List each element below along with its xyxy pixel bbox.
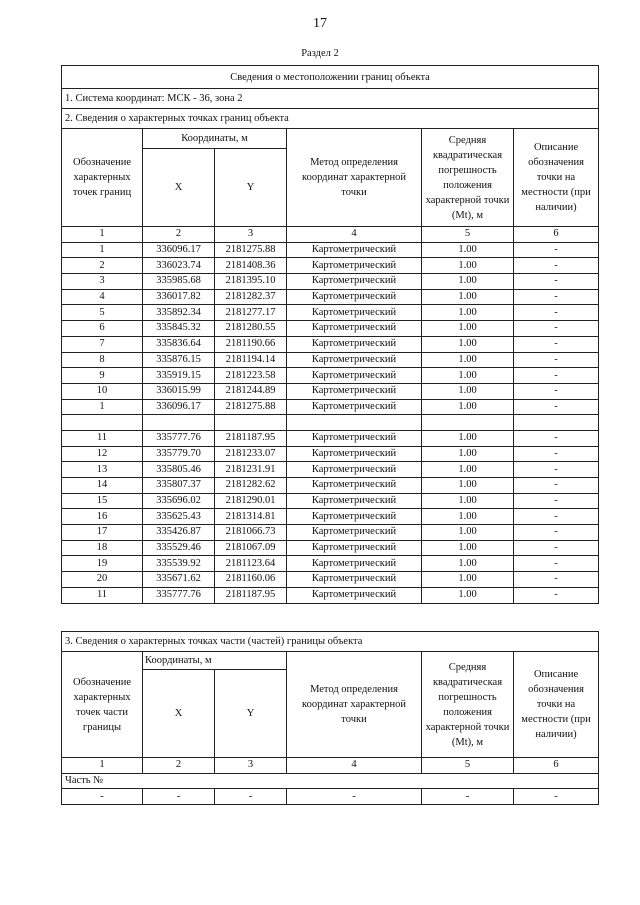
table-cell: 335805.46	[143, 462, 215, 478]
table-cell: Картометрический	[287, 493, 422, 509]
table-cell: Картометрический	[287, 242, 422, 258]
table-cell: 5	[62, 305, 143, 321]
table-cell: 1.00	[422, 525, 514, 541]
table-cell: 8	[62, 352, 143, 368]
table-cell: 335529.46	[143, 540, 215, 556]
col-y: Y	[215, 149, 287, 227]
table-cell: 2181231.91	[215, 462, 287, 478]
table-row	[62, 509, 599, 525]
table-cell: 1.00	[422, 446, 514, 462]
table-row	[62, 258, 599, 274]
table-cell: 11	[62, 587, 143, 603]
table-cell: 19	[62, 556, 143, 572]
table-cell: 10	[62, 383, 143, 399]
table-row	[62, 399, 599, 415]
parts-section-header: 3. Сведения о характерных точках части (частей) границы объекта	[62, 632, 599, 652]
table-cell: -	[514, 383, 599, 399]
table-cell: Картометрический	[287, 289, 422, 305]
table-cell: 335696.02	[143, 493, 215, 509]
table-cell: Картометрический	[287, 430, 422, 446]
table-cell: 2181277.17	[215, 305, 287, 321]
table-cell: 2181233.07	[215, 446, 287, 462]
table-row	[62, 383, 599, 399]
table-cell: 2181275.88	[215, 242, 287, 258]
column-number-row	[62, 758, 599, 774]
table-cell: Картометрический	[287, 462, 422, 478]
boundaries-table	[61, 65, 599, 604]
table-cell: -	[62, 789, 143, 805]
table-cell: 1.00	[422, 321, 514, 337]
table-cell: Картометрический	[287, 478, 422, 494]
table-row	[62, 446, 599, 462]
table-row	[62, 242, 599, 258]
table-cell: 1.00	[422, 556, 514, 572]
column-number: 5	[422, 758, 514, 774]
table-cell: 9	[62, 368, 143, 384]
table-cell: 1.00	[422, 352, 514, 368]
column-number: 4	[287, 758, 422, 774]
part-label: Часть №	[62, 773, 599, 789]
table-cell: 1.00	[422, 587, 514, 603]
table-row	[62, 321, 599, 337]
table-cell: 1.00	[422, 572, 514, 588]
table-cell: 335671.62	[143, 572, 215, 588]
table-row	[62, 789, 599, 805]
table-cell: 11	[62, 430, 143, 446]
table-cell: -	[514, 289, 599, 305]
column-number-row	[62, 227, 599, 243]
table-cell: 1.00	[422, 305, 514, 321]
table-cell: 2181282.37	[215, 289, 287, 305]
table-cell: 335845.32	[143, 321, 215, 337]
table-cell: 1.00	[422, 478, 514, 494]
col-description: Описание обозначения точки на местности (при наличии)	[514, 129, 599, 227]
col-y: Y	[215, 670, 287, 758]
table-cell: 2181066.73	[215, 525, 287, 541]
table-cell: -	[514, 305, 599, 321]
table-row	[62, 289, 599, 305]
table-cell: 2181194.14	[215, 352, 287, 368]
column-number: 1	[62, 758, 143, 774]
table-cell: Картометрический	[287, 446, 422, 462]
table-cell: Картометрический	[287, 556, 422, 572]
table-cell: -	[514, 368, 599, 384]
table-cell: -	[514, 587, 599, 603]
table-cell: 336023.74	[143, 258, 215, 274]
table-cell: -	[514, 462, 599, 478]
table-row	[62, 462, 599, 478]
column-number: 2	[143, 758, 215, 774]
table-cell: 335539.92	[143, 556, 215, 572]
table-row	[62, 525, 599, 541]
table-cell: 335836.64	[143, 336, 215, 352]
table-cell: Картометрический	[287, 587, 422, 603]
table-row	[62, 587, 599, 603]
table-cell: -	[514, 493, 599, 509]
table-cell: 1.00	[422, 368, 514, 384]
table-cell: 335625.43	[143, 509, 215, 525]
col-error: Средняя квадратическая погрешность положения характерной точки (Mt), м	[422, 129, 514, 227]
table-cell: -	[514, 274, 599, 290]
table-cell: -	[514, 556, 599, 572]
table-row	[62, 305, 599, 321]
table-cell: Картометрический	[287, 258, 422, 274]
part-boundaries-table	[61, 631, 599, 805]
table-row	[62, 556, 599, 572]
table-cell: 16	[62, 509, 143, 525]
table-cell: Картометрический	[287, 509, 422, 525]
table-cell: 1.00	[422, 462, 514, 478]
column-number: 2	[143, 227, 215, 243]
table-cell: -	[514, 242, 599, 258]
page-number: 17	[313, 16, 327, 31]
table-cell: -	[215, 789, 287, 805]
table-cell: 335876.15	[143, 352, 215, 368]
column-number: 6	[514, 227, 599, 243]
table-cell: 335426.87	[143, 525, 215, 541]
table-cell: 335807.37	[143, 478, 215, 494]
table-cell: 2181314.81	[215, 509, 287, 525]
table-cell: 2181290.01	[215, 493, 287, 509]
table-cell: 12	[62, 446, 143, 462]
table-cell: -	[514, 321, 599, 337]
table-cell: 335892.34	[143, 305, 215, 321]
table-cell: 335985.68	[143, 274, 215, 290]
col-method: Метод определения координат характерной точки	[287, 129, 422, 227]
table-cell: -	[514, 509, 599, 525]
table-cell: 2181123.64	[215, 556, 287, 572]
table-cell: 2181275.88	[215, 399, 287, 415]
table-cell: 2181223.58	[215, 368, 287, 384]
table-cell: 335919.15	[143, 368, 215, 384]
table-cell: Картометрический	[287, 352, 422, 368]
table-cell: 13	[62, 462, 143, 478]
table-cell: Картометрический	[287, 383, 422, 399]
section-label: Раздел 2	[301, 48, 339, 59]
table-cell: 2181187.95	[215, 430, 287, 446]
table-row	[62, 352, 599, 368]
table-cell: 14	[62, 478, 143, 494]
table-cell: 2181244.89	[215, 383, 287, 399]
table-cell: 2	[62, 258, 143, 274]
col-designation: Обозначение характерных точек границ	[62, 129, 143, 227]
table-cell: Картометрический	[287, 305, 422, 321]
table-title: Сведения о местоположении границ объекта	[62, 66, 599, 89]
table-cell: 1.00	[422, 274, 514, 290]
table-cell: -	[422, 789, 514, 805]
table-cell: -	[514, 540, 599, 556]
column-number: 3	[215, 227, 287, 243]
contour-1-rows	[62, 242, 599, 415]
table-cell: Картометрический	[287, 321, 422, 337]
table-cell: Картометрический	[287, 525, 422, 541]
table-cell: 336017.82	[143, 289, 215, 305]
table-cell: 17	[62, 525, 143, 541]
table-row	[62, 336, 599, 352]
table-cell: 2181190.66	[215, 336, 287, 352]
table-cell: -	[514, 258, 599, 274]
table-row	[62, 478, 599, 494]
table-row	[62, 430, 599, 446]
coordinate-system: 1. Система координат: МСК - 36, зона 2	[62, 89, 599, 109]
table-cell: 1.00	[422, 399, 514, 415]
table-cell: -	[514, 478, 599, 494]
table-row	[62, 540, 599, 556]
table-cell: 18	[62, 540, 143, 556]
table-row	[62, 274, 599, 290]
col-coordinates: Координаты, м	[143, 129, 287, 149]
col-description: Описание обозначения точки на местности (при наличии)	[514, 652, 599, 758]
table-cell: 335779.70	[143, 446, 215, 462]
table-cell: -	[514, 446, 599, 462]
table-cell: 2181187.95	[215, 587, 287, 603]
table-cell: -	[514, 336, 599, 352]
points-section-header: 2. Сведения о характерных точках границ объекта	[62, 109, 599, 129]
table-cell: 336096.17	[143, 399, 215, 415]
table-cell: 2181408.36	[215, 258, 287, 274]
table-cell: 4	[62, 289, 143, 305]
table-cell: 6	[62, 321, 143, 337]
table-row	[62, 493, 599, 509]
table-cell: 2181280.55	[215, 321, 287, 337]
table-cell: 1.00	[422, 430, 514, 446]
table-cell: 1.00	[422, 336, 514, 352]
table-cell: 1	[62, 242, 143, 258]
table-cell: 1	[62, 399, 143, 415]
table-cell: 336096.17	[143, 242, 215, 258]
table-cell: Картометрический	[287, 399, 422, 415]
column-number: 3	[215, 758, 287, 774]
col-x: X	[143, 149, 215, 227]
table-row	[62, 572, 599, 588]
table-cell: 7	[62, 336, 143, 352]
column-number: 5	[422, 227, 514, 243]
table-cell: 2181282.62	[215, 478, 287, 494]
table-cell: -	[514, 789, 599, 805]
table-cell: 3	[62, 274, 143, 290]
table-cell: -	[143, 789, 215, 805]
table-cell: Картометрический	[287, 368, 422, 384]
table-cell: 336015.99	[143, 383, 215, 399]
contour-2-rows	[62, 430, 599, 603]
table-cell: Картометрический	[287, 540, 422, 556]
table-cell: 2181395.10	[215, 274, 287, 290]
table-cell: 20	[62, 572, 143, 588]
col-designation: Обозначение характерных точек части границы	[62, 652, 143, 758]
table-cell: Картометрический	[287, 572, 422, 588]
col-method: Метод определения координат характерной точки	[287, 652, 422, 758]
table-row	[62, 368, 599, 384]
column-number: 1	[62, 227, 143, 243]
table-cell: 1.00	[422, 258, 514, 274]
table-cell: Картометрический	[287, 274, 422, 290]
table-cell: 1.00	[422, 242, 514, 258]
table-cell: 2181160.06	[215, 572, 287, 588]
table-cell: 335777.76	[143, 587, 215, 603]
table-cell: -	[514, 399, 599, 415]
table-cell: -	[287, 789, 422, 805]
table-cell: -	[514, 352, 599, 368]
col-x: X	[143, 670, 215, 758]
table-cell: Картометрический	[287, 336, 422, 352]
column-number: 6	[514, 758, 599, 774]
table-cell: 2181067.09	[215, 540, 287, 556]
table-cell: 1.00	[422, 383, 514, 399]
table-row-spacer	[62, 415, 599, 431]
table-cell: -	[514, 525, 599, 541]
table-cell: 15	[62, 493, 143, 509]
table-cell: 1.00	[422, 540, 514, 556]
table-cell: -	[514, 430, 599, 446]
col-error: Средняя квадратическая погрешность положения характерной точки (Mt), м	[422, 652, 514, 758]
column-number: 4	[287, 227, 422, 243]
table-cell: -	[514, 572, 599, 588]
col-coordinates: Координаты, м	[143, 652, 287, 670]
table-cell: 1.00	[422, 289, 514, 305]
table-cell: 1.00	[422, 509, 514, 525]
table-cell: 335777.76	[143, 430, 215, 446]
table-cell: 1.00	[422, 493, 514, 509]
